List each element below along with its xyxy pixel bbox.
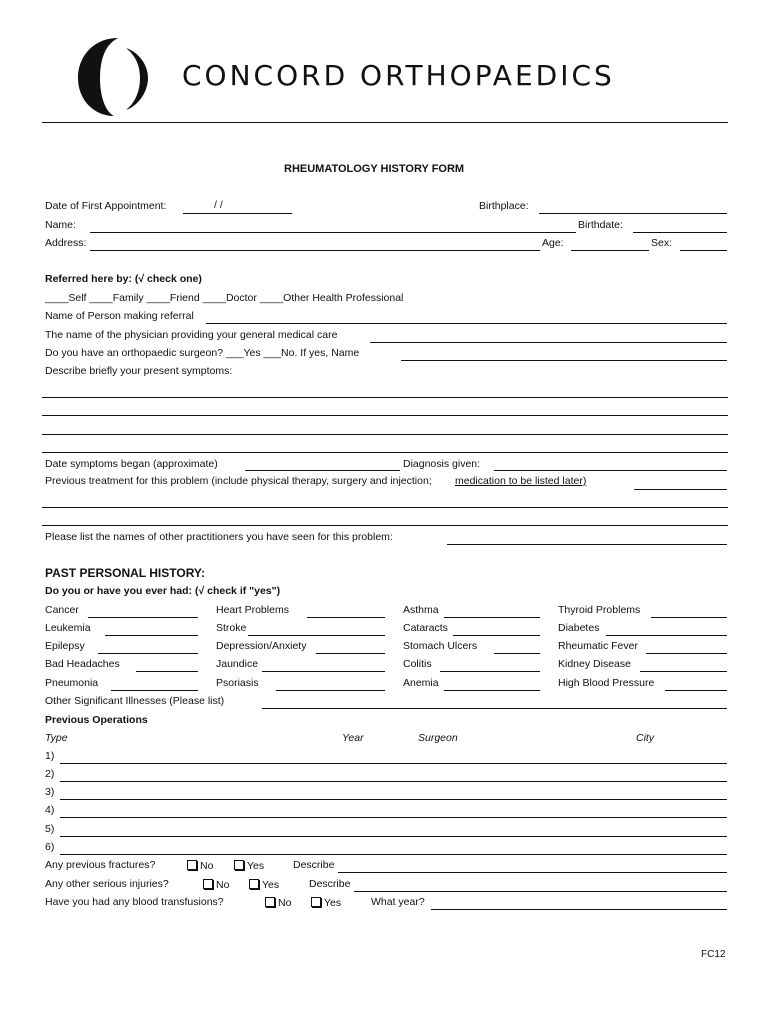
operation-row-4-label: 4): [45, 804, 55, 816]
condition-asthma: Asthma: [403, 604, 439, 616]
checkbox-icon: [249, 879, 259, 889]
treatment-field-3[interactable]: [42, 525, 728, 526]
condition-colitis: Colitis: [403, 658, 432, 670]
depression-anxiety-field[interactable]: [316, 653, 385, 654]
birthdate-field[interactable]: [633, 232, 727, 233]
symptoms-label: Describe briefly your present symptoms:: [45, 365, 233, 377]
fractures-yes-option[interactable]: [234, 860, 264, 872]
kidney-disease-field[interactable]: [640, 671, 727, 672]
operations-city-header: City: [636, 732, 655, 744]
stroke-field[interactable]: [248, 635, 385, 636]
stomach-ulcers-field[interactable]: [494, 653, 540, 654]
sex-label: Sex:: [651, 237, 673, 249]
symptoms-line-2[interactable]: [42, 415, 728, 416]
symptoms-began-label: Date symptoms began (approximate): [45, 458, 218, 470]
leukemia-field[interactable]: [105, 635, 198, 636]
rheumatic-fever-field[interactable]: [646, 653, 727, 654]
diabetes-field[interactable]: [606, 635, 727, 636]
symptoms-began-field[interactable]: [245, 470, 400, 471]
treatment-note: medication to be listed later): [455, 475, 587, 487]
injuries-yes-option[interactable]: [249, 879, 279, 891]
injuries-describe-field[interactable]: [354, 891, 727, 892]
checkbox-icon: [187, 860, 197, 870]
colitis-field[interactable]: [440, 671, 540, 672]
concord-logo: [74, 34, 162, 120]
birthdate-label: Birthdate:: [578, 219, 623, 231]
address-label: Address:: [45, 237, 87, 249]
checkbox-icon: [265, 897, 275, 907]
date-first-appt-field[interactable]: [183, 213, 292, 214]
condition-cancer: Cancer: [45, 604, 79, 616]
operations-surgeon-header: Surgeon: [418, 732, 458, 744]
treatment-field-2[interactable]: [42, 507, 728, 508]
cataracts-field[interactable]: [453, 635, 540, 636]
operation-row-6-field[interactable]: [60, 854, 727, 855]
operation-row-3-label: 3): [45, 786, 55, 798]
checkbox-icon: [203, 879, 213, 889]
age-label: Age:: [542, 237, 564, 249]
no-label: No: [200, 860, 214, 872]
operation-row-1-field[interactable]: [60, 763, 727, 764]
diagnosis-label: Diagnosis given:: [403, 458, 481, 470]
operation-row-3-field[interactable]: [60, 799, 727, 800]
sex-field[interactable]: [680, 250, 727, 251]
condition-diabetes: Diabetes: [558, 622, 600, 634]
condition-stomach-ulcers: Stomach Ulcers: [403, 640, 478, 652]
operation-row-4-field[interactable]: [60, 817, 727, 818]
transfusions-question: Have you had any blood transfusions?: [45, 896, 224, 908]
name-label: Name:: [45, 219, 76, 231]
fractures-question: Any previous fractures?: [45, 859, 156, 871]
operation-row-2-label: 2): [45, 768, 55, 780]
condition-thyroid-problems: Thyroid Problems: [558, 604, 641, 616]
condition-psoriasis: Psoriasis: [216, 677, 259, 689]
operation-row-1-label: 1): [45, 750, 55, 762]
treatment-label: Previous treatment for this problem (include physical therapy, surgery and injection;: [45, 475, 432, 487]
other-illnesses-field[interactable]: [262, 708, 727, 709]
referral-options[interactable]: ____Self ____Family ____Friend ____Doctor ____Other Health Professional: [45, 292, 404, 304]
high-blood-pressure-field[interactable]: [665, 690, 727, 691]
surgeon-question: Do you have an orthopaedic surgeon? ___Yes ___No. If yes, Name: [45, 347, 360, 359]
injuries-describe-label: Describe: [309, 878, 351, 890]
no-label: No: [278, 897, 292, 909]
transfusions-year-field[interactable]: [431, 909, 727, 910]
condition-heart-problems: Heart Problems: [216, 604, 289, 616]
fractures-describe-label: Describe: [293, 859, 335, 871]
symptoms-line-4[interactable]: [42, 452, 728, 453]
checkbox-icon: [234, 860, 244, 870]
jaundice-field[interactable]: [262, 671, 385, 672]
thyroid-problems-field[interactable]: [651, 617, 727, 618]
other-illnesses-label: Other Significant Illnesses (Please list): [45, 695, 225, 707]
fractures-no-option[interactable]: [187, 860, 213, 872]
yes-label: Yes: [247, 860, 265, 872]
condition-rheumatic-fever: Rheumatic Fever: [558, 640, 638, 652]
date-slashes: / /: [214, 199, 223, 211]
condition-jaundice: Jaundice: [216, 658, 259, 670]
psoriasis-field[interactable]: [276, 690, 385, 691]
practitioners-label: Please list the names of other practitioners you have seen for this problem:: [45, 531, 393, 543]
practitioners-field[interactable]: [447, 544, 727, 545]
no-label: No: [216, 879, 230, 891]
diagnosis-field[interactable]: [494, 470, 727, 471]
birthplace-label: Birthplace:: [479, 200, 529, 212]
heart-problems-field[interactable]: [307, 617, 385, 618]
yes-label: Yes: [262, 879, 280, 891]
referring-person-field[interactable]: [206, 323, 727, 324]
treatment-field-1[interactable]: [634, 489, 727, 490]
condition-leukemia: Leukemia: [45, 622, 91, 634]
symptoms-line-3[interactable]: [42, 434, 728, 435]
yes-label: Yes: [324, 897, 342, 909]
bad-headaches-field[interactable]: [136, 671, 198, 672]
age-field[interactable]: [571, 250, 649, 251]
condition-bad-headaches: Bad Headaches: [45, 658, 120, 670]
past-history-subheading: Do you or have you ever had: (√ check if "yes"): [45, 585, 281, 597]
fractures-describe-field[interactable]: [338, 872, 727, 873]
injuries-no-option[interactable]: [203, 879, 229, 891]
checkbox-icon: [311, 897, 321, 907]
condition-pneumonia: Pneumonia: [45, 677, 99, 689]
header-rule: [42, 122, 728, 123]
address-field[interactable]: [90, 250, 540, 251]
condition-kidney-disease: Kidney Disease: [558, 658, 631, 670]
operation-row-6-label: 6): [45, 841, 55, 853]
condition-anemia: Anemia: [403, 677, 439, 689]
transfusions-year-label: What year?: [371, 896, 425, 908]
surgeon-name-field[interactable]: [401, 360, 727, 361]
birthplace-field[interactable]: [539, 213, 727, 214]
asthma-field[interactable]: [444, 617, 540, 618]
condition-depression-anxiety: Depression/Anxiety: [216, 640, 307, 652]
operations-year-header: Year: [342, 732, 364, 744]
physician-field[interactable]: [370, 342, 727, 343]
condition-cataracts: Cataracts: [403, 622, 448, 634]
transfusions-no-option[interactable]: [265, 897, 291, 909]
form-code: FC12: [701, 949, 726, 960]
operation-row-5-field[interactable]: [60, 836, 727, 837]
name-field[interactable]: [90, 232, 576, 233]
operation-row-5-label: 5): [45, 823, 55, 835]
symptoms-line-1[interactable]: [42, 397, 728, 398]
condition-stroke: Stroke: [216, 622, 247, 634]
operations-type-header: Type: [45, 732, 68, 744]
anemia-field[interactable]: [444, 690, 540, 691]
date-first-appt-label: Date of First Appointment:: [45, 200, 167, 212]
operations-heading: Previous Operations: [45, 714, 148, 726]
cancer-field[interactable]: [88, 617, 198, 618]
condition-high-blood-pressure: High Blood Pressure: [558, 677, 655, 689]
transfusions-yes-option[interactable]: [311, 897, 341, 909]
referral-heading: Referred here by: (√ check one): [45, 273, 202, 285]
past-history-heading: PAST PERSONAL HISTORY:: [45, 566, 206, 580]
brand-name: CONCORD ORTHOPAEDICS: [182, 59, 615, 92]
injuries-question: Any other serious injuries?: [45, 878, 169, 890]
operation-row-2-field[interactable]: [60, 781, 727, 782]
pneumonia-field[interactable]: [111, 690, 198, 691]
referring-person-label: Name of Person making referral: [45, 310, 194, 322]
form-title: RHEUMATOLOGY HISTORY FORM: [284, 163, 465, 175]
physician-label: The name of the physician providing your general medical care: [45, 329, 338, 341]
condition-epilepsy: Epilepsy: [45, 640, 85, 652]
epilepsy-field[interactable]: [98, 653, 198, 654]
